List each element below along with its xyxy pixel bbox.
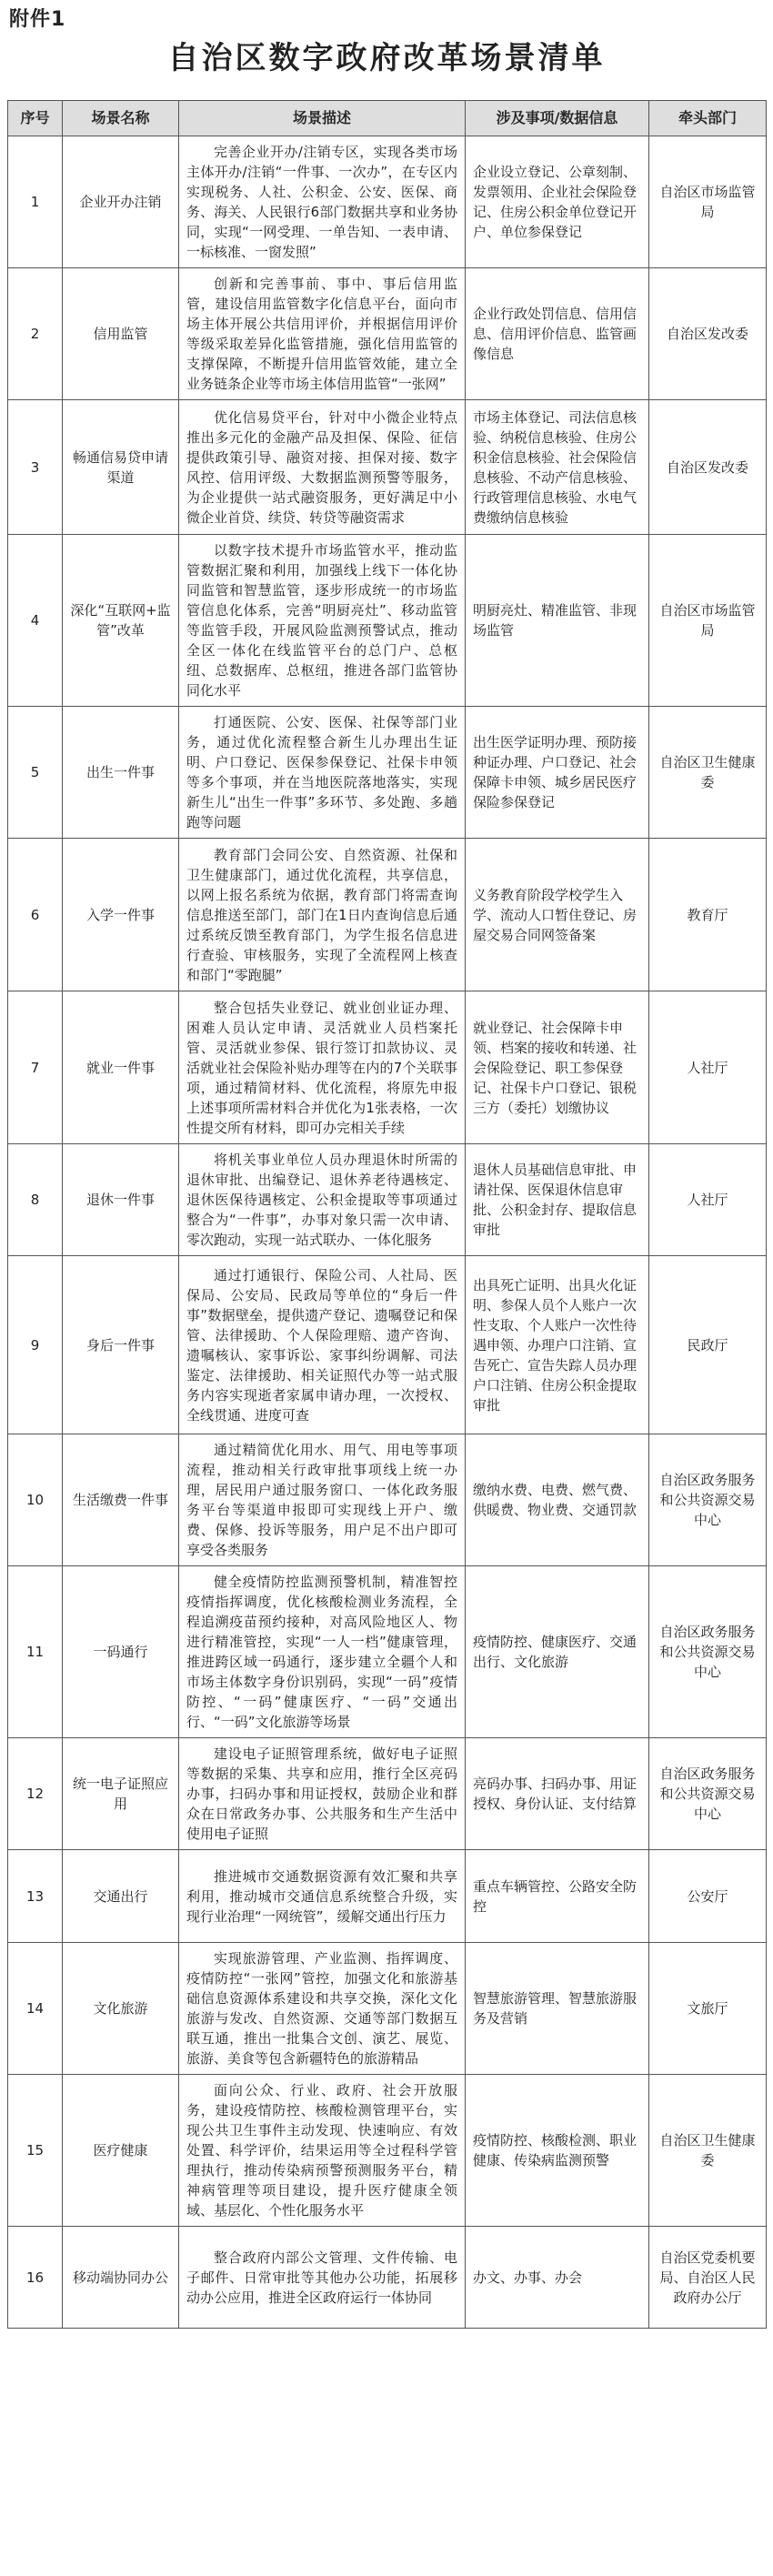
row-no: 12 [8,1738,63,1850]
scenario-items: 重点车辆管控、公路安全防控 [466,1850,649,1943]
scenario-name: 畅通信易贷申请渠道 [63,400,179,535]
scenario-desc: 完善企业开办/注销专区，实现各类市场主体开办/注销“一件事、一次办”，在专区内实现税务、人社、公积金、公安、医保、商务、海关、人民银行6部门数据共享和业务协同，实现“一网受理、一单告知、一表申请、一标核准、一窗发照” [179,136,466,268]
scenario-items: 疫情防控、核酸检测、职业健康、传染病监测预警 [466,2075,649,2227]
scenario-table [7,100,767,2329]
table-row [8,1738,767,1850]
scenario-name: 入学一件事 [63,839,179,991]
scenario-items: 退休人员基础信息审批、申请社保、医保退休信息审批、公积金封存、提取信息审批 [466,1144,649,1256]
scenario-name: 退休一件事 [63,1144,179,1256]
scenario-desc: 通过打通银行、保险公司、人社局、医保局、公安局、民政局等单位的“身后一件事”数据壁垒，提供遗产登记、遗嘱登记和保管、法律援助、个人保险理赔、遗产咨询、遗嘱核认、家事诉讼、家事纠纷调解、司法鉴定、法律援助、相关证照代办等一站式服务内容实现逝者家属申请办理，一次授权、全线贯通、进度可查 [179,1256,466,1434]
scenario-desc: 通过精简优化用水、用气、用电等事项流程，推动相关行政审批事项线上统一办理，居民用户通过服务窗口、一体化政务服务平台等渠道申报即可实现线上开户、缴费、保修、投诉等服务，用户足不出户即可享受各类服务 [179,1434,466,1566]
lead-department: 自治区市场监管局 [649,535,767,707]
header-no: 序号 [8,101,63,136]
row-no: 10 [8,1434,63,1566]
row-no: 14 [8,1943,63,2075]
row-no: 15 [8,2075,63,2227]
scenario-items: 义务教育阶段学校学生入学、流动人口暂住登记、房屋交易合同网签备案 [466,839,649,991]
lead-department: 人社厅 [649,991,767,1144]
row-no: 7 [8,991,63,1144]
scenario-desc: 优化信易贷平台，针对中小微企业特点推出多元化的金融产品及担保、保险、征信提供政策引导、融资对接、担保对接、数字风控、信用评级、大数据监测预警等服务，为企业提供一站式融资服务，更好满足中小微企业首贷、续贷、转贷等融资需求 [179,400,466,535]
lead-department: 自治区发改委 [649,400,767,535]
row-no: 1 [8,136,63,268]
table-row [8,136,767,268]
scenario-name: 统一电子证照应用 [63,1738,179,1850]
header-lead: 牵头部门 [649,101,767,136]
scenario-items: 企业行政处罚信息、信用信息、信用评价信息、监管画像信息 [466,268,649,400]
scenario-desc: 创新和完善事前、事中、事后信用监管，建设信用监管数字化信息平台，面向市场主体开展公共信用评价，并根据信用评价等级采取差异化监管措施，强化信用监管的支撑保障，不断提升信用监管效能，建立全业务链条企业等市场主体信用监管“一张网” [179,268,466,400]
table-row [8,2075,767,2227]
table-row [8,1256,767,1434]
document-title: 自治区数字政府改革场景清单 [167,40,606,76]
scenario-desc: 面向公众、行业、政府、社会开放服务，建设疫情防控、核酸检测管理平台，实现公共卫生事件主动发现、快速响应、有效处置、科学评价，结果运用等全过程科学管理执行，推动传染病预警预测服务平台，精神病管理等项目建设，提升医疗健康全领域、基层化、个性化服务水平 [179,2075,466,2227]
scenario-desc: 实现旅游管理、产业监测、指挥调度、疫情防控“一张网”管控，加强文化和旅游基础信息资源体系建设和共享交换，深化文化旅游与发改、自然资源、交通等部门数据互联互通，推出一批集合文创、演艺、展览、旅游、美食等包含新疆特色的旅游精品 [179,1943,466,2075]
scenario-desc: 将机关事业单位人员办理退休时所需的退休审批、出编登记、退休养老待遇核定、退休医保待遇核定、公积金提取等事项通过整合为“一件事”，办事对象只需一次申请、零次跑动，实现一站式联办、一体化服务 [179,1144,466,1256]
scenario-items: 企业设立登记、公章刻制、发票领用、企业社会保险登记、住房公积金单位登记开户、单位参保登记 [466,136,649,268]
scenario-desc: 整合包括失业登记、就业创业证办理、困难人员认定申请、灵活就业人员档案托管、灵活就业参保、银行签订扣款协议、灵活就业社会保险补贴办理等在内的7个关联事项，通过精简材料、优化流程，将原先申报上述事项所需材料合并优化为1张表格，一次性提交所有材料，即可办完相关手续 [179,991,466,1144]
scenario-desc: 整合政府内部公文管理、文件传输、电子邮件、日常审批等其他办公功能，拓展移动办公应用，推进全区政府运行一体协同 [179,2227,466,2329]
table-row [8,1434,767,1566]
scenario-desc: 推进城市交通数据资源有效汇聚和共享利用，推动城市交通信息系统整合升级，实现行业治理“一网统管”，缓解交通出行压力 [179,1850,466,1943]
row-no: 16 [8,2227,63,2329]
row-no: 5 [8,707,63,839]
scenario-name: 交通出行 [63,1850,179,1943]
scenario-name: 出生一件事 [63,707,179,839]
table-row [8,839,767,991]
scenario-items: 出具死亡证明、出具火化证明、参保人员个人账户一次性支取、个人账户一次性待遇申领、办理户口注销、宣告死亡、宣告失踪人员办理户口注销、住房公积金提取审批 [466,1256,649,1434]
row-no: 6 [8,839,63,991]
scenario-items: 就业登记、社会保障卡申领、档案的接收和转递、社会保险登记、职工参保登记、社保卡户口登记、银税三方（委托）划缴协议 [466,991,649,1144]
row-no: 4 [8,535,63,707]
scenario-items: 明厨亮灶、精准监管、非现场监管 [466,535,649,707]
lead-department: 自治区卫生健康委 [649,707,767,839]
table-row [8,2227,767,2329]
scenario-desc: 教育部门会同公安、自然资源、社保和卫生健康部门，通过优化流程，共享信息，以网上报名系统为依据，教育部门将需查询信息推送至部门，部门在1日内查询信息后通过系统反馈至教育部门，为学生报名信息进行查验、审核服务，实现了全流程网上核查和部门“零跑腿” [179,839,466,991]
scenario-items: 市场主体登记、司法信息核验、纳税信息核验、住房公积金信息核验、社会保险信息核验、不动产信息核验、行政管理信息核验、水电气费缴纳信息核验 [466,400,649,535]
lead-department: 自治区政务服务和公共资源交易中心 [649,1434,767,1566]
table-header-row [8,101,767,136]
scenario-name: 信用监管 [63,268,179,400]
row-no: 9 [8,1256,63,1434]
lead-department: 自治区政务服务和公共资源交易中心 [649,1738,767,1850]
table-row [8,400,767,535]
lead-department: 自治区市场监管局 [649,136,767,268]
scenario-name: 身后一件事 [63,1256,179,1434]
scenario-name: 一码通行 [63,1566,179,1738]
lead-department: 民政厅 [649,1256,767,1434]
table-row [8,1144,767,1256]
scenario-items: 出生医学证明办理、预防接种证办理、户口登记、社会保障卡申领、城乡居民医疗保险参保登记 [466,707,649,839]
lead-department: 自治区卫生健康委 [649,2075,767,2227]
row-no: 8 [8,1144,63,1256]
header-items: 涉及事项/数据信息 [466,101,649,136]
scenario-name: 就业一件事 [63,991,179,1144]
lead-department: 人社厅 [649,1144,767,1256]
table-row [8,535,767,707]
lead-department: 文旅厅 [649,1943,767,2075]
scenario-items: 缴纳水费、电费、燃气费、供暖费、物业费、交通罚款 [466,1434,649,1566]
header-name: 场景名称 [63,101,179,136]
row-no: 2 [8,268,63,400]
table-row [8,1850,767,1943]
scenario-name: 移动端协同办公 [63,2227,179,2329]
scenario-items: 疫情防控、健康医疗、交通出行、文化旅游 [466,1566,649,1738]
scenario-name: 文化旅游 [63,1943,179,2075]
lead-department: 自治区发改委 [649,268,767,400]
table-row [8,1566,767,1738]
scenario-name: 企业开办注销 [63,136,179,268]
scenario-items: 亮码办事、扫码办事、用证授权、身份认证、支付结算 [466,1738,649,1850]
scenario-desc: 建设电子证照管理系统，做好电子证照等数据的采集、共享和应用，推行全区亮码办事，扫码办事和用证授权，鼓励企业和群众在日常政务办事、公共服务和生产生活中使用电子证照 [179,1738,466,1850]
lead-department: 公安厅 [649,1850,767,1943]
scenario-items: 智慧旅游管理、智慧旅游服务及营销 [466,1943,649,2075]
table-row [8,991,767,1144]
header-desc: 场景描述 [179,101,466,136]
table-row [8,707,767,839]
table-row [8,1943,767,2075]
table-row [8,268,767,400]
scenario-name: 医疗健康 [63,2075,179,2227]
scenario-items: 办文、办事、办会 [466,2227,649,2329]
lead-department: 自治区政务服务和公共资源交易中心 [649,1566,767,1738]
scenario-name: 深化“互联网+监管”改革 [63,535,179,707]
scenario-desc: 以数字技术提升市场监管水平，推动监管数据汇聚和利用，加强线上线下一体化协同监管和智慧监管，逐步形成统一的市场监管信息化体系，完善“明厨亮灶”、移动监管等监管手段，开展风险监测预警试点，推动全区一体化在线监管平台的总门户、总枢纽、总数据库、总枢纽，推进各部门监管协同化水平 [179,535,466,707]
scenario-desc: 打通医院、公安、医保、社保等部门业务，通过优化流程整合新生儿办理出生证明、户口登记、医保参保登记、社保卡申领等多个事项，并在当地医院落地落实，实现新生儿“出生一件事”多环节、多处跑、多趟跑等问题 [179,707,466,839]
annex-label: 附件1 [9,8,66,31]
scenario-name: 生活缴费一件事 [63,1434,179,1566]
scenario-desc: 健全疫情防控监测预警机制，精准智控疫情指挥调度，优化核酸检测业务流程，全程追溯疫苗预约接种，对高风险地区人、物进行精准管控，实现“一人一档”健康管理，推进跨区域一码通行，逐步建立全疆个人和市场主体数字身份识别码，实现“一码”疫情防控、“一码”健康医疗、“一码”交通出行、“一码”文化旅游等场景 [179,1566,466,1738]
row-no: 11 [8,1566,63,1738]
row-no: 13 [8,1850,63,1943]
lead-department: 自治区党委机要局、自治区人民政府办公厅 [649,2227,767,2329]
row-no: 3 [8,400,63,535]
lead-department: 教育厅 [649,839,767,991]
